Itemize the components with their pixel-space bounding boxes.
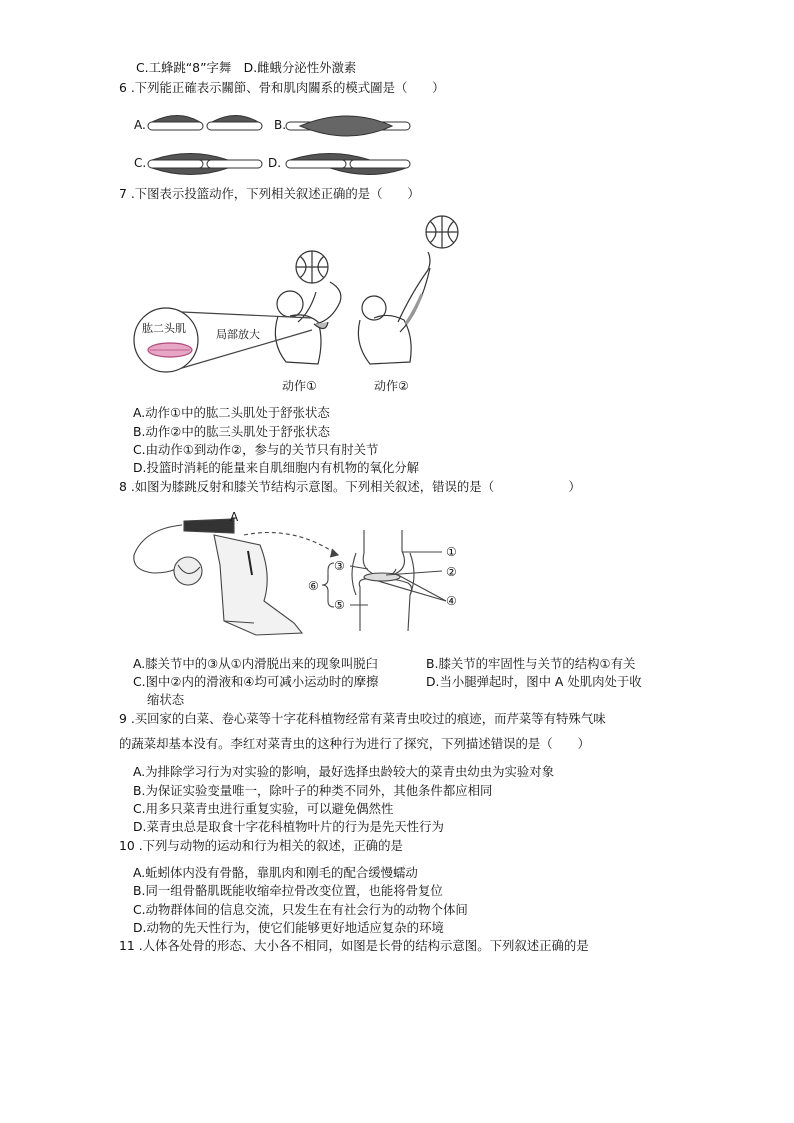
q10-option-d: D.动物的先天性行为，使它们能够更好地适应复杂的环境 bbox=[133, 920, 444, 935]
q8-option-a: A.膝关节中的③从①内滑脱出来的现象叫脱臼 bbox=[133, 656, 379, 671]
q8-option-b: B.膝关节的牢固性与关节的结构①有关 bbox=[426, 656, 636, 671]
q6-stem: 6 .下列能正確表示關節、骨和肌肉關系的模式圖是（ ） bbox=[119, 80, 445, 95]
q6-option-c-diagram bbox=[148, 154, 262, 175]
q6-option-a-diagram bbox=[148, 116, 262, 131]
q9-option-c: C.用多只菜青虫进行重复实验，可以避免偶然性 bbox=[133, 801, 394, 816]
q8-illustration bbox=[124, 505, 474, 645]
q7-option-c: C.由动作①到动作②，参与的关节只有肘关节 bbox=[133, 442, 379, 457]
q6-option-d-diagram bbox=[286, 154, 410, 175]
q6-label-c: C. bbox=[134, 156, 147, 170]
q10-option-a: A.蚯蚓体内没有骨骼，靠肌肉和刚毛的配合缓慢蠕动 bbox=[133, 865, 418, 880]
q9-option-d: D.菜青虫总是取食十字花科植物叶片的行为是先天性行为 bbox=[133, 819, 444, 834]
q7-biceps-label: 肱二头肌 bbox=[142, 322, 186, 335]
player-action-1-figure bbox=[275, 282, 341, 364]
q10-stem: 10 .下列与动物的运动和行为相关的叙述，正确的是 bbox=[119, 838, 403, 853]
q8-figure bbox=[124, 505, 474, 645]
q8-label-5: ⑤ bbox=[334, 598, 345, 612]
q9-stem-line-2: 的蔬菜却基本没有。李红对菜青虫的这种行为进行了探究，下列描述错误的是（ ） bbox=[119, 736, 590, 751]
q10-option-c: C.动物群体间的信息交流，只发生在有社会行为的动物个体间 bbox=[133, 902, 468, 917]
q9-stem-line-1: 9 .买回家的白菜、卷心菜等十字花科植物经常有菜青虫咬过的痕迹，而芹菜等有特殊气味 bbox=[119, 711, 606, 726]
knee-joint-diagram bbox=[352, 530, 414, 631]
q7-figure bbox=[130, 212, 470, 398]
basketball-1-icon bbox=[296, 251, 328, 283]
q8-option-d-cont: 缩状态 bbox=[147, 692, 185, 707]
q8-label-2: ② bbox=[446, 565, 457, 579]
q7-action-2-label: 动作② bbox=[374, 379, 409, 393]
q7-stem: 7 .下图表示投篮动作，下列相关叙述正确的是（ ） bbox=[119, 186, 420, 201]
q8-option-d: D.当小腿弹起时，图中 A 处肌肉处于收 bbox=[426, 674, 642, 689]
q8-label-1: ① bbox=[446, 545, 457, 559]
q7-option-b: B.动作②中的肱三头肌处于舒张状态 bbox=[133, 424, 331, 439]
q11-stem: 11 .人体各处骨的形态、大小各不相同，如图是长骨的结构示意图。下列叙述正确的是 bbox=[119, 938, 589, 953]
q6-label-a: A. bbox=[134, 118, 146, 132]
q9-option-a: A.为排除学习行为对实验的影响，最好选择虫龄较大的菜青虫幼虫为实验对象 bbox=[133, 764, 555, 779]
q7-illustration bbox=[130, 212, 470, 398]
q6-option-b-diagram bbox=[286, 116, 410, 136]
q8-label-3: ③ bbox=[334, 559, 345, 573]
q8-option-c: C.图中②内的滑液和④均可减小运动时的摩擦 bbox=[133, 674, 379, 689]
q8-label-6: ⑥ bbox=[308, 579, 319, 593]
q6-figure bbox=[130, 110, 420, 180]
q6-label-b: B. bbox=[274, 118, 287, 132]
q8-label-4: ④ bbox=[446, 594, 457, 608]
player-action-2-figure bbox=[358, 252, 430, 364]
q7-zoom-label: 局部放大 bbox=[216, 328, 260, 341]
q9-option-b: B.为保证实验变量唯一，除叶子的种类不同外，其他条件都应相同 bbox=[133, 783, 493, 798]
q8-stem: 8 .如图为膝跳反射和膝关节结构示意图。下列相关叙述，错误的是（ ） bbox=[119, 479, 581, 494]
reflex-arc-diagram bbox=[134, 519, 302, 635]
q8-label-a: A bbox=[230, 510, 239, 524]
q10-option-b: B.同一组骨骼肌既能收缩牵拉骨改变位置，也能将骨复位 bbox=[133, 883, 443, 898]
q5-options-tail: C.工蜂跳“8”字舞 D.雌蛾分泌性外激素 bbox=[136, 60, 357, 75]
q7-option-a: A.动作①中的肱二头肌处于舒张状态 bbox=[133, 405, 330, 420]
q6-diagrams bbox=[130, 110, 420, 180]
q6-label-d: D. bbox=[268, 156, 282, 170]
q7-option-d: D.投篮时消耗的能量来自肌细胞内有机物的氧化分解 bbox=[133, 460, 420, 475]
basketball-2-icon bbox=[426, 216, 458, 248]
q7-action-1-label: 动作① bbox=[282, 379, 317, 393]
